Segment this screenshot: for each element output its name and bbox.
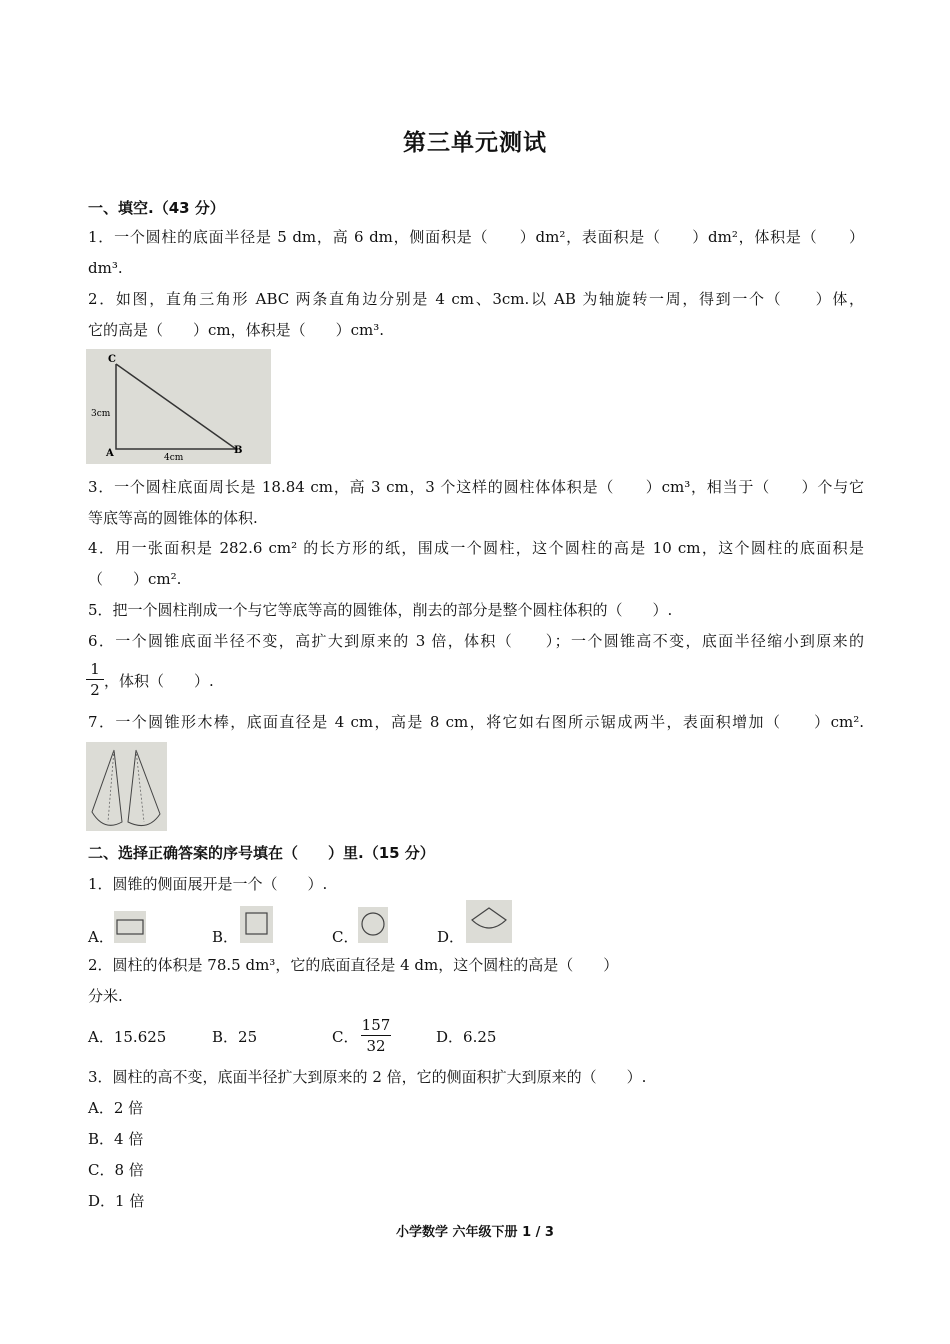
q3-option-c: C．8 倍 [88,1161,144,1179]
question-2-line2: 它的高是（ ）cm，体积是（ ）cm³. [88,321,385,339]
question-7: 7．一个圆锥形木棒，底面直径是 4 cm，高是 8 cm，将它如右图所示锯成两半，表面积增加（ ）cm². [88,713,864,731]
q3-option-b: B．4 倍 [88,1130,144,1148]
side-ca-label: 3cm [91,409,111,419]
vertex-b-label: B [234,445,243,456]
triangle-figure [86,349,271,464]
mc-question-3: 3．圆柱的高不变，底面半径扩大到原来的 2 倍，它的侧面积扩大到原来的（ ）. [88,1068,647,1086]
circle-icon [362,913,384,935]
question-1-line2: dm³. [88,259,123,277]
mc-question-2-line2: 分米. [88,987,123,1005]
question-4-line1: 4．用一张面积是 282.6 cm² 的长方形的纸，围成一个圆柱，这个圆柱的高是 10 cm，这个圆柱的底面积是 [88,539,864,557]
option-c-label: C． [332,928,359,946]
question-3-line1: 3．一个圆柱底面周长是 18.84 cm，高 3 cm，3 个这样的圆柱体体积是（ ）cm³，相当于（ ）个与它 [88,478,864,496]
page-title: 第三单元测试 [403,130,547,156]
question-6-fraction [86,660,104,699]
section1-heading: 一、填空.（43 分） [88,199,225,217]
section2-heading: 二、选择正确答案的序号填在（ ）里.（15 分） [88,844,435,862]
option-b-label: B． [212,928,239,946]
fraction-denominator: 2 [90,681,100,699]
cone-half-left [92,750,122,825]
mc-question-2-line1: 2．圆柱的体积是 78.5 dm³，它的底面直径是 4 dm，这个圆柱的高是（ ） [88,956,619,974]
side-ab-label: 4cm [164,453,184,463]
vertex-c-label: C [108,354,116,365]
triangle-diagram [86,349,271,464]
fraction-numerator: 157 [361,1016,391,1034]
question-1-line1: 1．一个圆柱的底面半径是 5 dm，高 6 dm，侧面积是（ ）dm²，表面积是（ ）dm²，体积是（ ） [88,228,864,246]
question-4-line2: （ ）cm². [88,570,182,588]
fraction-numerator: 1 [90,660,100,678]
question-2-line1: 2．如图，直角三角形 ABC 两条直角边分别是 4 cm、3cm.以 AB 为轴旋转一周，得到一个（ ）体， [88,290,864,308]
q3-option-d: D．1 倍 [88,1192,145,1210]
q2-option-c: C． [332,1028,359,1046]
q3-option-a: A．2 倍 [88,1099,144,1117]
question-3-line2: 等底等高的圆锥体的体积. [88,509,258,527]
rectangle-icon [117,920,143,934]
cone-half-right [128,750,160,826]
question-6-line1: 6．一个圆锥底面半径不变，高扩大到原来的 3 倍，体积（ ）；一个圆锥高不变，底面半径缩小到原来的 [88,632,864,650]
option-d-image [466,900,512,943]
question-6-line2: ，体积（ ）. [104,672,214,690]
q2-option-b: B．25 [212,1028,258,1046]
cone-diagram [86,742,167,831]
q2-option-c-fraction [361,1016,391,1055]
triangle-shape [116,364,236,449]
option-b-image [240,906,273,943]
square-icon [246,913,267,934]
option-d-label: D． [437,928,465,946]
sector-icon [472,908,506,928]
vertex-a-label: A [106,448,114,459]
q2-option-d: D．6.25 [436,1028,497,1046]
option-c-image [358,907,388,943]
option-a-image [114,911,146,943]
page-footer: 小学数学 六年级下册 1 / 3 [396,1225,554,1240]
option-a-label: A． [88,928,114,946]
q2-option-a: A．15.625 [88,1028,167,1046]
fraction-denominator: 32 [366,1037,386,1055]
question-5: 5．把一个圆柱削成一个与它等底等高的圆锥体，削去的部分是整个圆柱体积的（ ）. [88,601,673,619]
mc-question-1: 1．圆锥的侧面展开是一个（ ）. [88,875,328,893]
cone-figure [86,742,167,831]
